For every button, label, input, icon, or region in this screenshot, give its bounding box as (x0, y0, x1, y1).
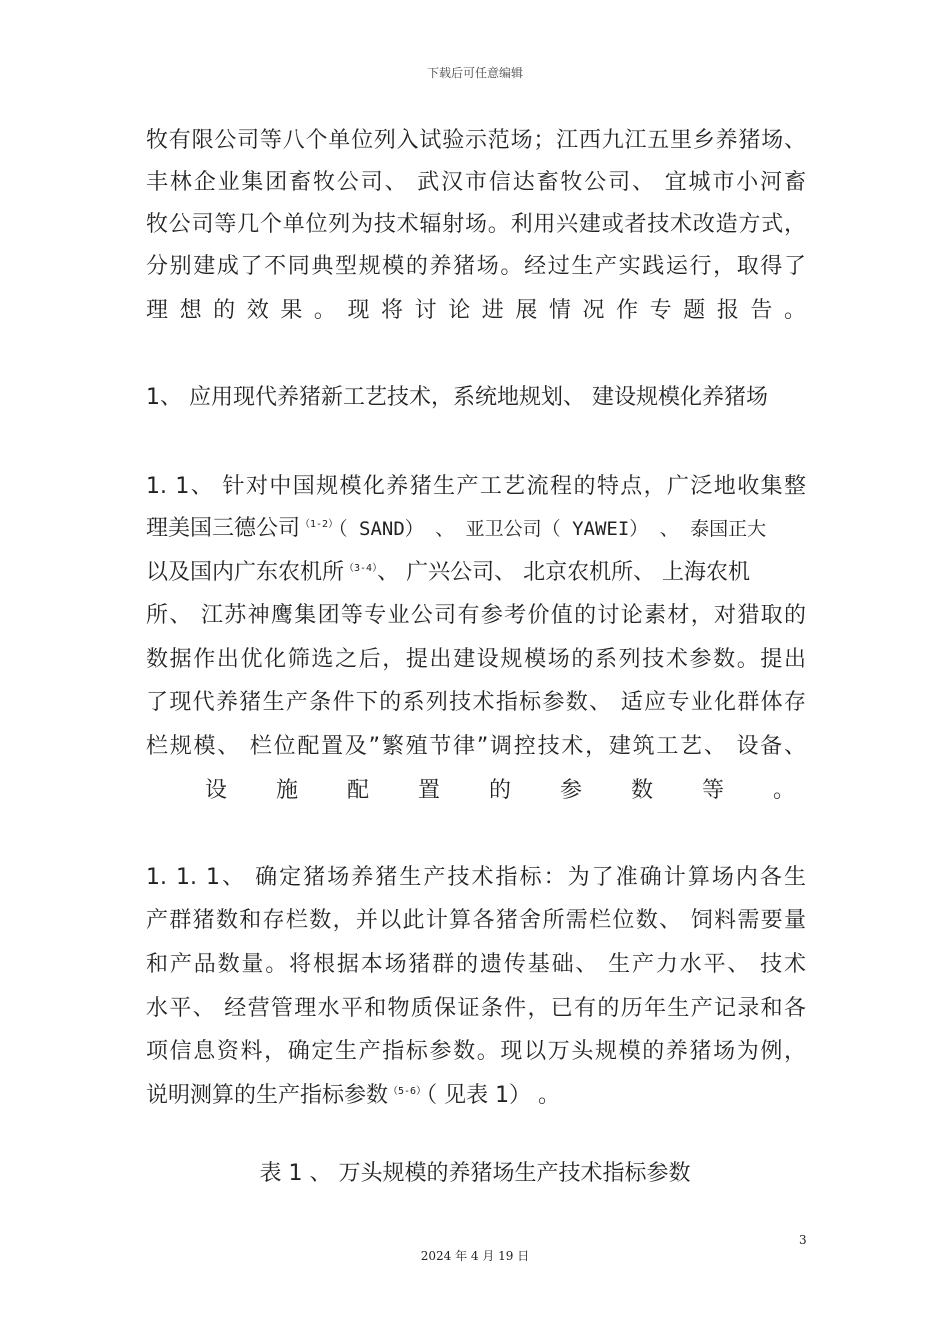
page-number: 3 (799, 1233, 807, 1247)
paragraph-line: 丰林企业集团畜牧公司、 武汉市信达畜牧公司、 宜城市小河畜 (146, 170, 806, 195)
paragraph-line: 牧公司等几个单位列为技术辐射场。利用兴建或者技术改造方式， (146, 212, 806, 237)
text-segment: 以及国内广东农机所 (146, 560, 345, 585)
paragraph-line: 产群猪数和存栏数，并以此计算各猪舍所需栏位数、 饲料需要量 (146, 908, 806, 933)
paragraph-line: 了现代养猪生产条件下的系列技术指标参数、 适应专业化群体存 (146, 690, 806, 715)
paragraph-line: 分别建成了不同典型规模的养猪场。经过生产实践运行，取得了 (146, 254, 806, 279)
text-segment: 说明测算的生产指标参数 (146, 1083, 389, 1108)
citation: （3-4） (344, 563, 378, 574)
paragraph-line (146, 514, 766, 548)
text-segment: 理美国三德公司 (146, 516, 301, 541)
paragraph-line: 水平、 经营管理水平和物质保证条件，已有的历年生产记录和各 (146, 996, 806, 1021)
paragraph-line: 理 想 的 效 果 。 现 将 讨 论 进 展 情 况 作 专 题 报 告 。 (146, 298, 806, 323)
section-heading: 1、 应用现代养猪新工艺技术，系统地规划、 建设规模化养猪场 (146, 385, 768, 410)
paragraph-line (146, 558, 750, 592)
paragraph-line: 设 施 配 置 的 参 数 等 。 (205, 778, 795, 803)
paragraph-line: 数据作出优化筛选之后，提出建设规模场的系列技术参数。提出 (146, 647, 806, 672)
paragraph-line: 和产品数量。将根据本场猪群的遗传基础、 生产力水平、 技术 (146, 952, 806, 977)
text-segment: （ SAND） 、 亚卫公司（ YAWEI） 、 泰国正大 (338, 518, 767, 540)
paragraph-line: 项信息资料，确定生产指标参数。现以万头规模的养猪场为例， (146, 1039, 806, 1064)
paragraph-line (146, 1081, 560, 1115)
paragraph-line: 1. 1. 1、 确定猪场养猪生产技术指标：为了准确计算场内各生 (146, 865, 806, 890)
citation: （5-6） (388, 1086, 427, 1097)
paragraph-line: 所、 江苏神鹰集团等专业公司有参考价值的讨论素材，对猎取的 (146, 603, 806, 628)
table-caption: 表 1 、 万头规模的养猪场生产技术指标参数 (259, 1161, 691, 1186)
text-segment: （ 见表 1） 。 (426, 1083, 561, 1108)
citation: （1-2） (300, 519, 339, 530)
page-header: 下载后可任意编辑 (426, 66, 523, 80)
paragraph-line: 1. 1、 针对中国规模化养猪生产工艺流程的特点，广泛地收集整 (146, 474, 806, 499)
footer-date: 2024 年 4 月 19 日 (420, 1249, 530, 1263)
paragraph-line: 牧有限公司等八个单位列入试验示范场；江西九江五里乡养猪场、 (146, 128, 806, 153)
text-segment: 、 广兴公司、 北京农机所、 上海农机 (377, 560, 751, 585)
paragraph-line: 栏规模、 栏位配置及”繁殖节律”调控技术，建筑工艺、 设备、 (146, 734, 806, 759)
